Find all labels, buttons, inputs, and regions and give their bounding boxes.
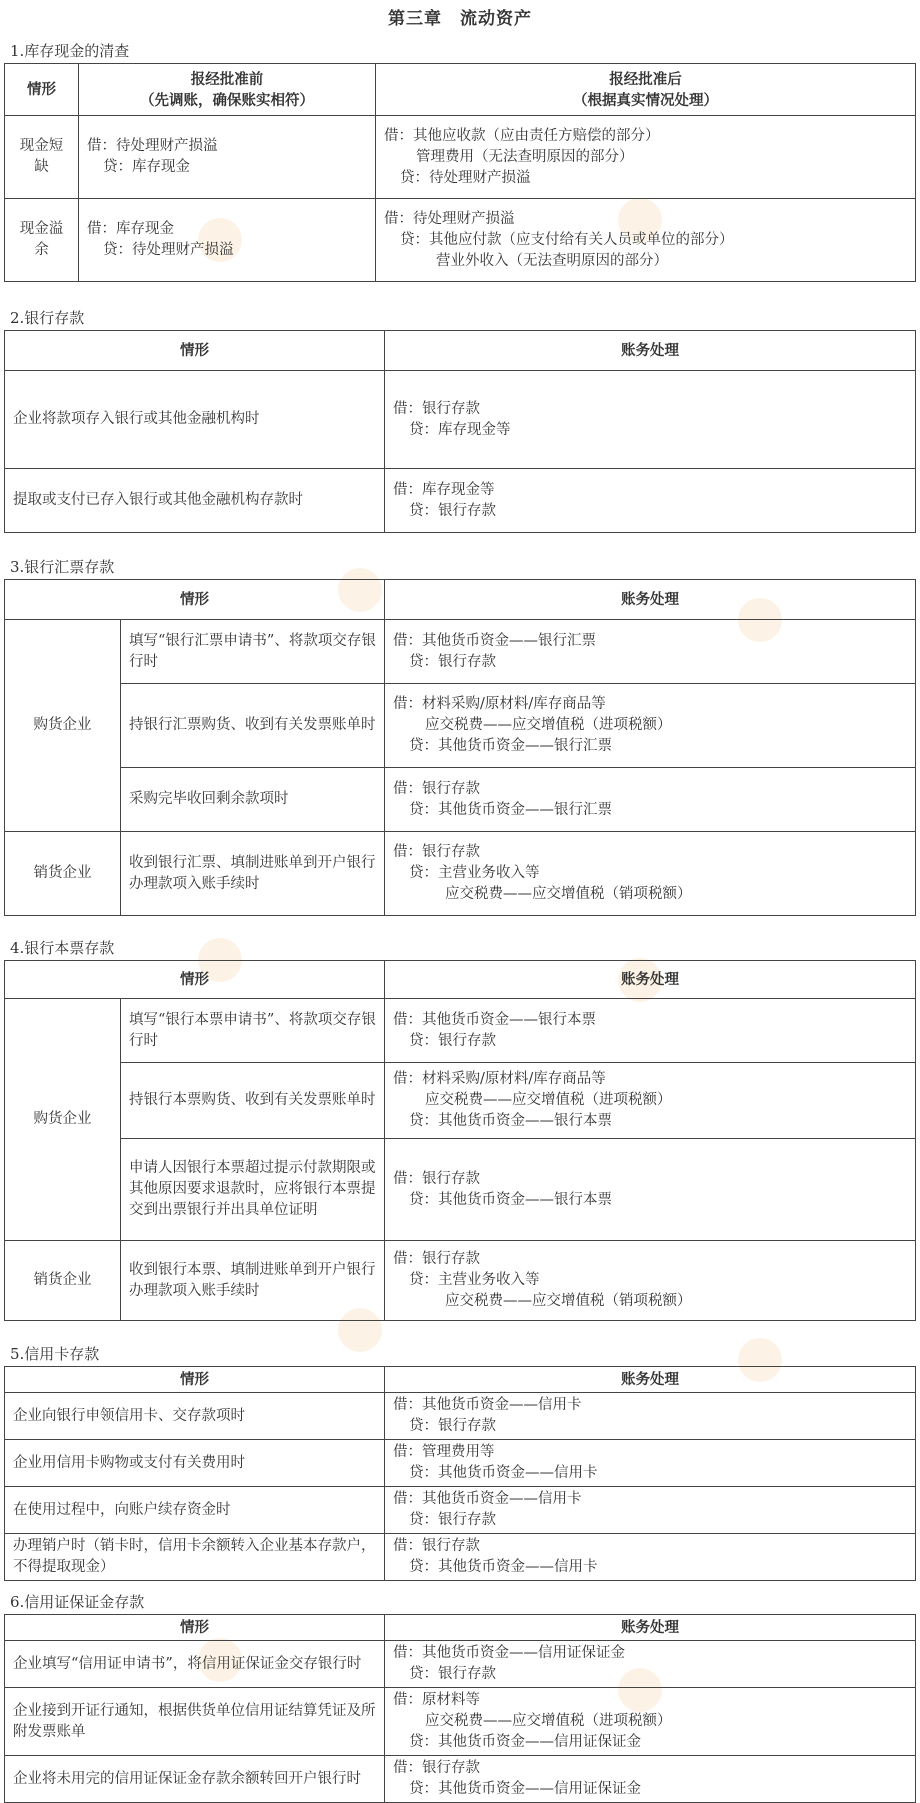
letter-of-credit-table xyxy=(4,1614,916,1803)
header-accounting: 账务处理 xyxy=(385,331,916,371)
case-cell: 收到银行本票、填制进账单到开户银行办理款项入账手续时 xyxy=(121,1241,385,1321)
section-6-heading: 6.信用证保证金存款 xyxy=(10,1593,145,1611)
entry-cell: 借：材料采购/原材料/库存商品等 应交税费——应交增值税（进项税额） 贷：其他货币资金——银行本票 xyxy=(385,1063,916,1139)
buyer-cell: 购货企业 xyxy=(5,620,121,832)
entry-cell: 借：银行存款 贷：其他货币资金——银行本票 xyxy=(385,1139,916,1241)
table-row xyxy=(5,999,916,1063)
case-cell: 企业接到开证行通知，根据供货单位信用证结算凭证及所附发票账单 xyxy=(5,1688,385,1756)
table-header-row xyxy=(5,64,916,116)
table-row xyxy=(5,1241,916,1321)
section-1-heading: 1.库存现金的清查 xyxy=(10,42,130,60)
header-before: 报经批准前 （先调账，确保账实相符） xyxy=(79,64,376,116)
section-2-heading: 2.银行存款 xyxy=(10,309,85,327)
seller-cell: 销货企业 xyxy=(5,1241,121,1321)
case-cell: 企业用信用卡购物或支付有关费用时 xyxy=(5,1440,385,1487)
table-row xyxy=(5,371,916,469)
case-cell: 办理销户时（销卡时，信用卡余额转入企业基本存款户，不得提取现金） xyxy=(5,1534,385,1581)
table-row xyxy=(5,1487,916,1534)
header-accounting: 账务处理 xyxy=(385,1615,916,1641)
credit-card-table xyxy=(4,1366,916,1581)
entry-cell: 借：管理费用等 贷：其他货币资金——信用卡 xyxy=(385,1440,916,1487)
table-row xyxy=(5,1063,916,1139)
cash-check-table xyxy=(4,63,916,282)
case-cell: 收到银行汇票、填制进账单到开户银行办理款项入账手续时 xyxy=(121,832,385,916)
table-row xyxy=(5,1393,916,1440)
table-row xyxy=(5,116,916,199)
entry-cell: 借：银行存款 贷：主营业务收入等 应交税费——应交增值税（销项税额） xyxy=(385,1241,916,1321)
entry-cell: 借：银行存款 贷：其他货币资金——信用证保证金 xyxy=(385,1756,916,1803)
case-cell: 持银行汇票购货、收到有关发票账单时 xyxy=(121,684,385,768)
entry-cell: 借：银行存款 贷：其他货币资金——银行汇票 xyxy=(385,768,916,832)
table-row xyxy=(5,199,916,282)
entry-cell: 借：原材料等 应交税费——应交增值税（进项税额） 贷：其他货币资金——信用证保证金 xyxy=(385,1688,916,1756)
section-5-heading: 5.信用卡存款 xyxy=(10,1345,100,1363)
header-case: 情形 xyxy=(5,1367,385,1393)
case-cell: 提取或支付已存入银行或其他金融机构存款时 xyxy=(5,469,385,533)
case-cell: 企业填写“信用证申请书”，将信用证保证金交存银行时 xyxy=(5,1641,385,1688)
case-cell: 现金短缺 xyxy=(5,116,79,199)
bank-deposit-table xyxy=(4,330,916,533)
header-after: 报经批准后 （根据真实情况处理） xyxy=(376,64,916,116)
header-accounting: 账务处理 xyxy=(385,580,916,620)
seller-cell: 销货企业 xyxy=(5,832,121,916)
section-4-heading: 4.银行本票存款 xyxy=(10,939,115,957)
case-cell: 填写“银行汇票申请书”、将款项交存银行时 xyxy=(121,620,385,684)
table-row xyxy=(5,1139,916,1241)
case-cell: 申请人因银行本票超过提示付款期限或其他原因要求退款时，应将银行本票提交到出票银行并出具单位证明 xyxy=(121,1139,385,1241)
entry-cell: 借：其他货币资金——信用证保证金 贷：银行存款 xyxy=(385,1641,916,1688)
entry-cell: 借：其他货币资金——信用卡 贷：银行存款 xyxy=(385,1393,916,1440)
entry-cell: 借：库存现金等 贷：银行存款 xyxy=(385,469,916,533)
table-row xyxy=(5,768,916,832)
entry-cell: 借：其他货币资金——银行本票 贷：银行存款 xyxy=(385,999,916,1063)
header-case: 情形 xyxy=(5,580,385,620)
bank-draft-table xyxy=(4,579,916,916)
table-row xyxy=(5,1756,916,1803)
table-header-row xyxy=(5,580,916,620)
case-cell: 现金溢余 xyxy=(5,199,79,282)
header-case: 情形 xyxy=(5,1615,385,1641)
table-row xyxy=(5,1688,916,1756)
table-row xyxy=(5,469,916,533)
table-row xyxy=(5,1534,916,1581)
buyer-cell: 购货企业 xyxy=(5,999,121,1241)
table-row xyxy=(5,1440,916,1487)
section-3-heading: 3.银行汇票存款 xyxy=(10,558,115,576)
entry-cell: 借：银行存款 贷：库存现金等 xyxy=(385,371,916,469)
table-header-row xyxy=(5,1615,916,1641)
case-cell: 填写“银行本票申请书”、将款项交存银行时 xyxy=(121,999,385,1063)
entry-cell: 借：银行存款 贷：主营业务收入等 应交税费——应交增值税（销项税额） xyxy=(385,832,916,916)
case-cell: 持银行本票购货、收到有关发票账单时 xyxy=(121,1063,385,1139)
entry-cell: 借：其他货币资金——银行汇票 贷：银行存款 xyxy=(385,620,916,684)
table-row xyxy=(5,684,916,768)
header-accounting: 账务处理 xyxy=(385,1367,916,1393)
table-row xyxy=(5,620,916,684)
case-cell: 企业将款项存入银行或其他金融机构时 xyxy=(5,371,385,469)
header-case: 情形 xyxy=(5,64,79,116)
case-cell: 在使用过程中，向账户续存资金时 xyxy=(5,1487,385,1534)
entry-cell: 借：库存现金 贷：待处理财产损溢 xyxy=(79,199,376,282)
table-row xyxy=(5,1641,916,1688)
entry-cell: 借：银行存款 贷：其他货币资金——信用卡 xyxy=(385,1534,916,1581)
header-case: 情形 xyxy=(5,331,385,371)
table-row xyxy=(5,832,916,916)
header-case: 情形 xyxy=(5,961,385,999)
table-header-row xyxy=(5,961,916,999)
entry-cell: 借：其他货币资金——信用卡 贷：银行存款 xyxy=(385,1487,916,1534)
case-cell: 采购完毕收回剩余款项时 xyxy=(121,768,385,832)
cashier-check-table xyxy=(4,960,916,1321)
entry-cell: 借：待处理财产损溢 贷：其他应付款（应支付给有关人员或单位的部分） 营业外收入（无法查明原因的部分） xyxy=(376,199,916,282)
case-cell: 企业将未用完的信用证保证金存款余额转回开户银行时 xyxy=(5,1756,385,1803)
header-accounting: 账务处理 xyxy=(385,961,916,999)
entry-cell: 借：其他应收款（应由责任方赔偿的部分） 管理费用（无法查明原因的部分） 贷：待处理财产损溢 xyxy=(376,116,916,199)
entry-cell: 借：材料采购/原材料/库存商品等 应交税费——应交增值税（进项税额） 贷：其他货币资金——银行汇票 xyxy=(385,684,916,768)
page-title: 第三章 流动资产 xyxy=(388,9,532,29)
table-header-row xyxy=(5,1367,916,1393)
entry-cell: 借：待处理财产损溢 贷：库存现金 xyxy=(79,116,376,199)
table-header-row xyxy=(5,331,916,371)
case-cell: 企业向银行申领信用卡、交存款项时 xyxy=(5,1393,385,1440)
